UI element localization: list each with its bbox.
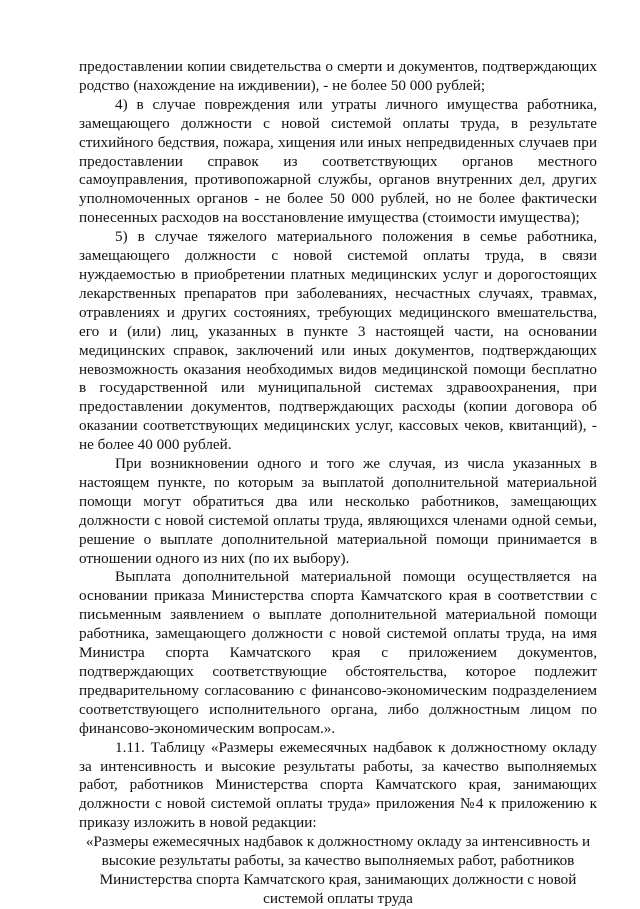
paragraph-same-case: При возникновении одного и того же случая, из числа указанных в настоящем пункте, по которым за выплатой дополнительной материальной помощи могут обратиться два или несколько работников, замещающих должности с новой системой оплаты труда, являющихся членами одной семьи, решение о выплате дополнительной материальной помощи принимается в отношении одного из них (по их выбору).	[79, 455, 597, 567]
paragraph-payment-basis: Выплата дополнительной материальной помощи осуществляется на основании приказа Министерства спорта Камчатского края в соответствии с письменным заявлением о выплате дополнительной материальной помощи работника, замещающего должности с новой системой оплаты труда, на имя Министра спорта Камчатского края с приложением документов, подтверждающих соответствующие обстоятельства, которое подлежит предварительному согласованию с финансово-экономическим подразделением соответствующего исполнительного органа, либо должностным лицом по финансово-экономическим вопросам.».	[79, 568, 597, 737]
paragraph-continuation: предоставлении копии свидетельства о смерти и документов, подтверждающих родство (нахождение на иждивении), - не более 50 000 рублей;	[79, 58, 597, 94]
paragraph-item-5: 5) в случае тяжелого материального положения в семье работника, замещающего должности с новой системой оплаты труда, в связи нуждаемостью в приобретении платных медицинских услуг и дорогостоящих лекарственных препаратов при заболеваниях, несчастных случаях, травмах, отравлениях и других состояниях, требующих медицинского вмешательства, его и (или) лиц, указанных в пункте 3 настоящей части, на основании медицинских справок, заключений или иных документов, подтверждающих невозможность оказания необходимых видов медицинской помощи бесплатно в государственной или муниципальной системах здравоохранения, при предоставлении документов, подтверждающих расходы (копии договора об оказании соответствующих медицинских услуг, кассовых чеков, квитанций), - не более 40 000 рублей.	[79, 228, 597, 454]
table-title: «Размеры ежемесячных надбавок к должностному окладу за интенсивность и высокие результаты работы, за качество выполняемых работ, работников Министерства спорта Камчатского края, занимающих должности с новой системой оплаты труда	[85, 833, 591, 907]
paragraph-clause-1-11: 1.11. Таблицу «Размеры ежемесячных надбавок к должностному окладу за интенсивность и высокие результаты работы, за качество выполняемых работ, работников Министерства спорта Камчатского края, занимающих должности с новой системой оплаты труда» приложения №4 к приложению к приказу изложить в новой редакции:	[79, 738, 597, 832]
document-body	[79, 58, 597, 909]
paragraph-item-4: 4) в случае повреждения или утраты личного имущества работника, замещающего должности с новой системой оплаты труда, в результате стихийного бедствия, пожара, хищения или иных непредвиденных случаев при предоставлении справок из соответствующих органов местного самоуправления, противопожарной службы, органов внутренних дел, других уполномоченных органов - не более 50 000 рублей, но не более фактически понесенных расходов на восстановление имущества (стоимости имущества);	[79, 95, 597, 227]
